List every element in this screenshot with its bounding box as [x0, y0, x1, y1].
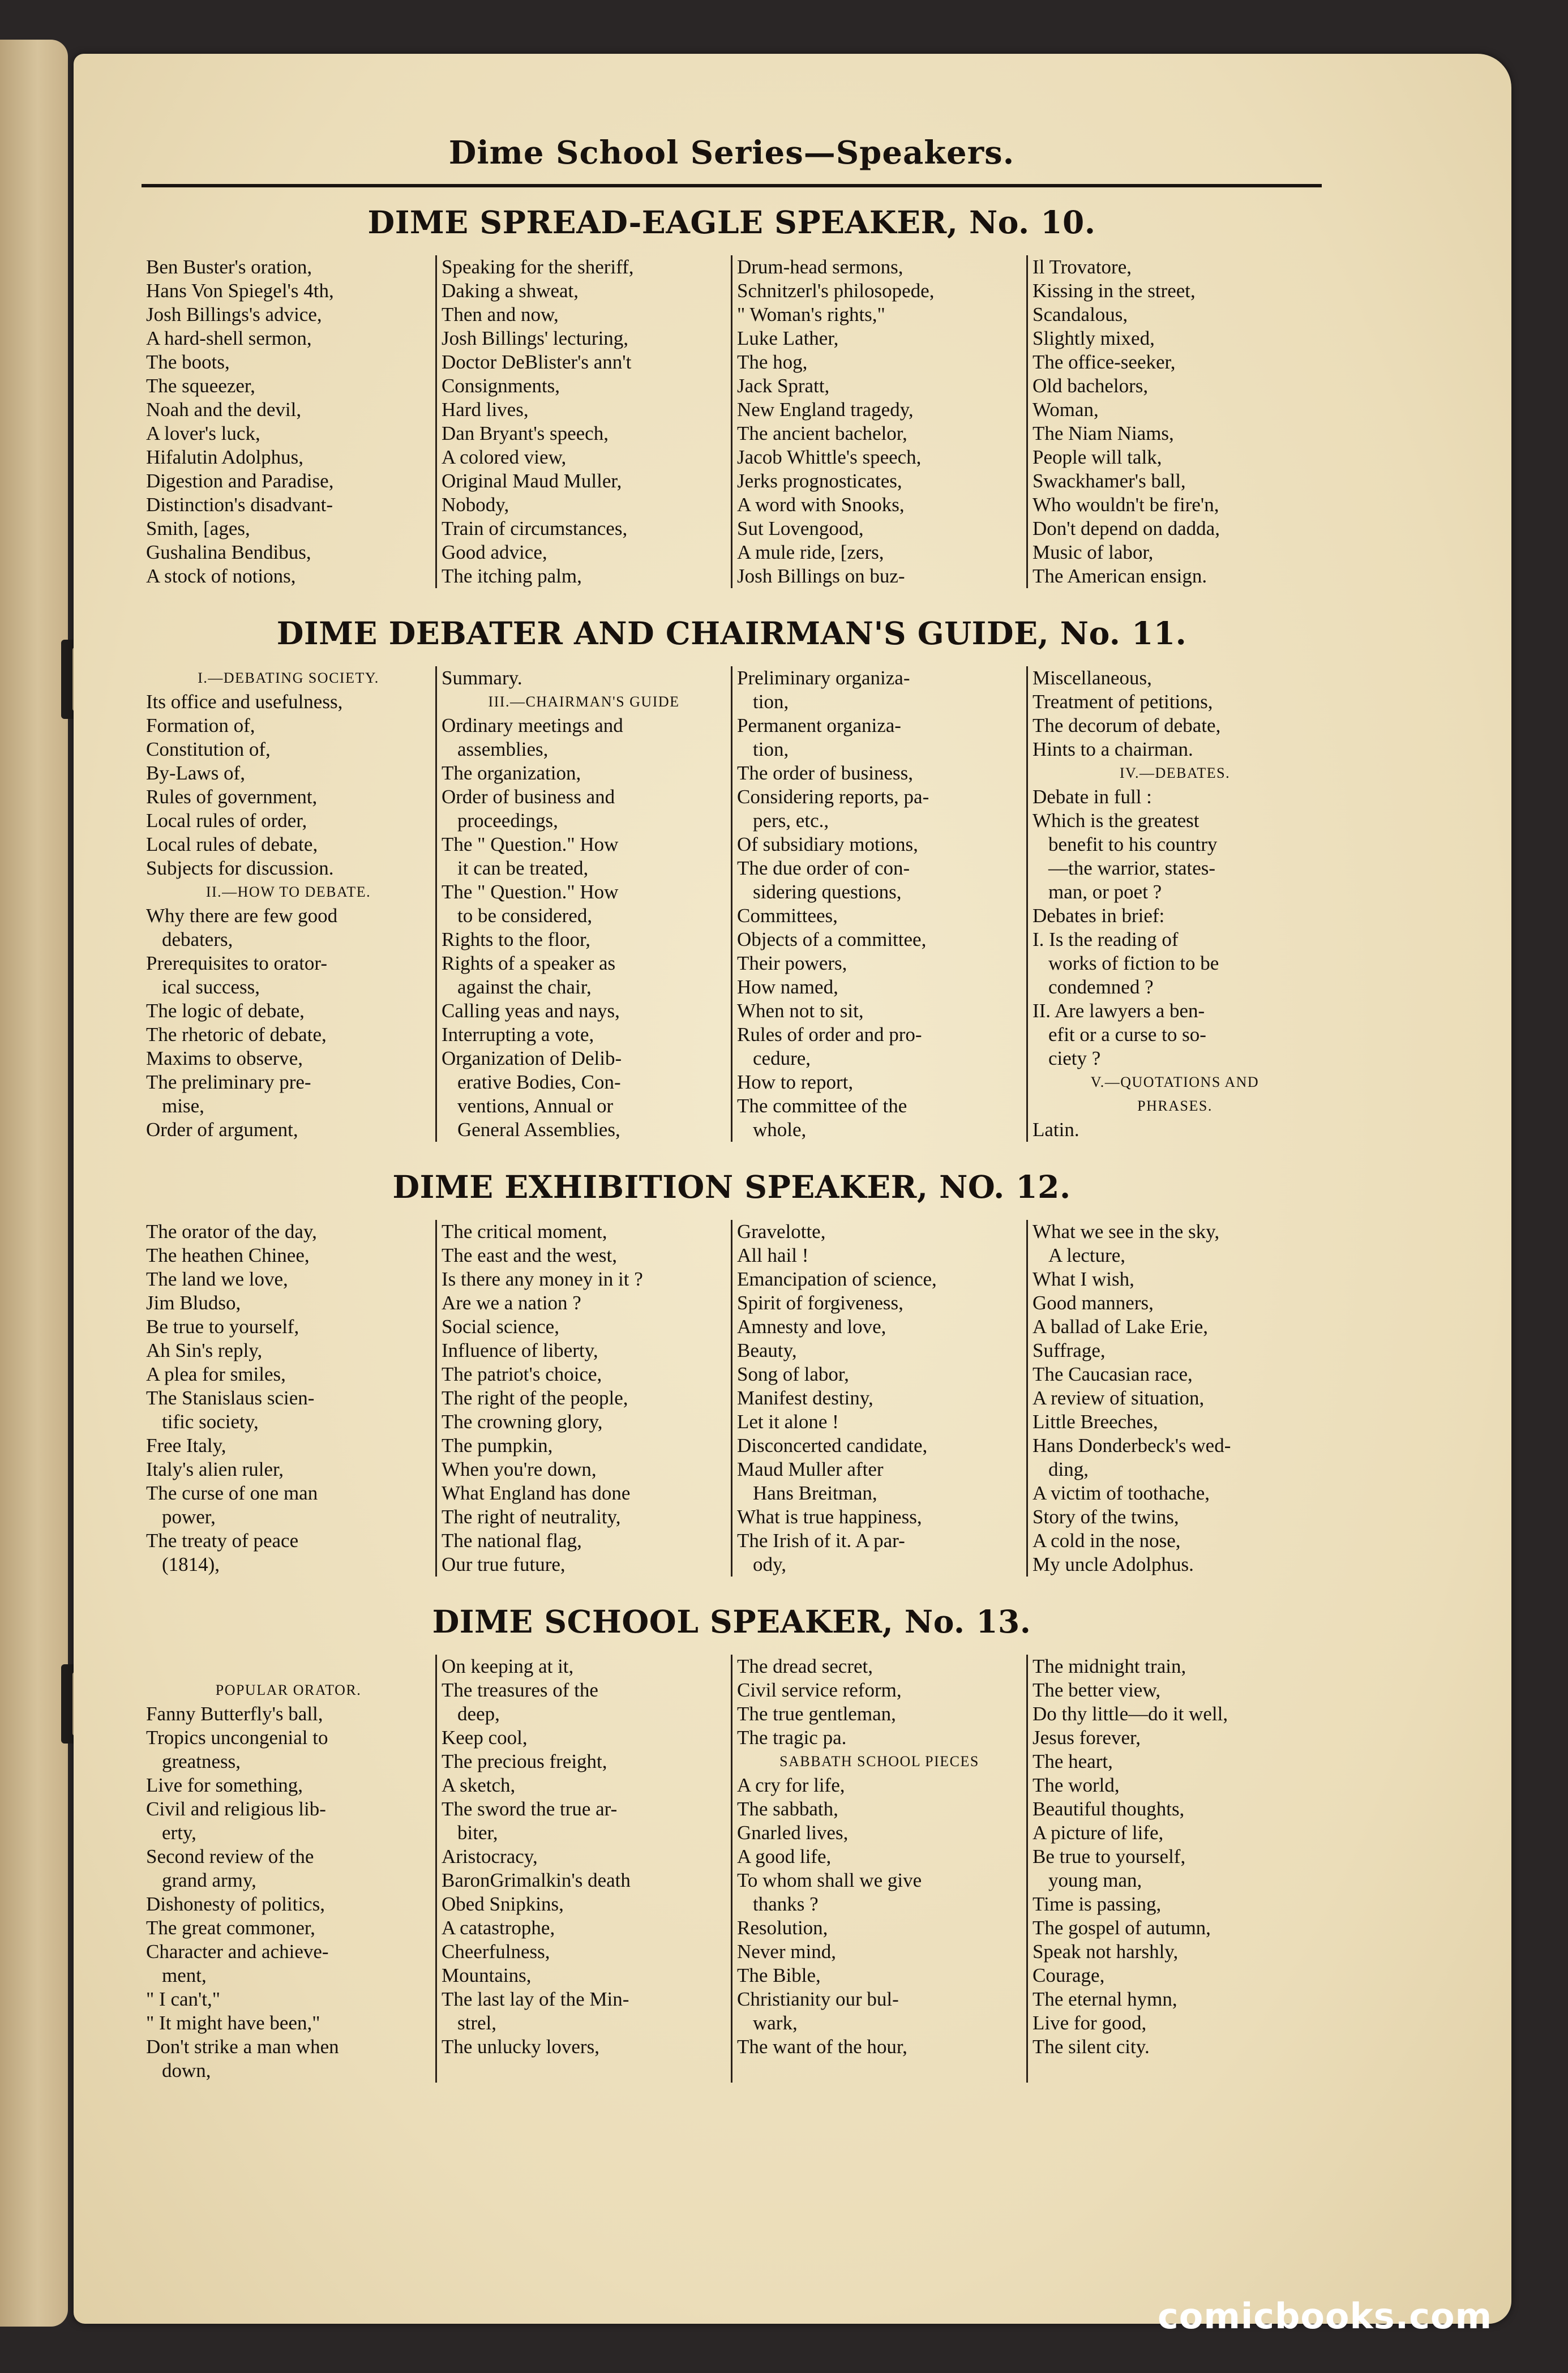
contents-entry: Maud Muller after [737, 1458, 884, 1480]
contents-entry: Miscellaneous, [1033, 667, 1152, 689]
contents-entry: Distinction's disadvant- [146, 494, 333, 516]
contents-entry: erative Bodies, Con- [457, 1071, 621, 1093]
catalog-section [142, 200, 1322, 588]
contents-entry: The hog, [737, 351, 808, 373]
contents-entry: Emancipation of science, [737, 1268, 937, 1290]
contents-entry: To whom shall we give [737, 1869, 922, 1891]
contents-entry: Then and now, [442, 303, 559, 325]
contents-entry: Is there any money in it ? [442, 1268, 643, 1290]
contents-entry: Debate in full : [1033, 786, 1152, 808]
contents-entry: Swackhamer's ball, [1033, 470, 1186, 492]
adjacent-page-edge [0, 40, 68, 2327]
contents-entry: Ah Sin's reply, [146, 1339, 263, 1361]
contents-entry: benefit to his country [1048, 833, 1218, 855]
contents-entry: Original Maud Muller, [442, 470, 622, 492]
contents-entry: Jacob Whittle's speech, [737, 446, 922, 468]
contents-entry: Schnitzerl's philosopede, [737, 280, 935, 302]
contents-entry: The silent city. [1033, 2036, 1150, 2058]
contents-entry: grand army, [162, 1869, 256, 1891]
contents-entry: Ben Buster's oration, [146, 256, 312, 278]
contents-entry: The gospel of autumn, [1033, 1917, 1211, 1939]
contents-entry: thanks ? [753, 1893, 819, 1915]
contents-entry: Mountains, [442, 1964, 532, 1986]
contents-entry: The want of the hour, [737, 2036, 907, 2058]
contents-entry: Il Trovatore, [1033, 256, 1132, 278]
contents-entry: The committee of the [737, 1095, 907, 1117]
contents-entry: A word with Snooks, [737, 494, 905, 516]
contents-entry: Music of labor, [1033, 541, 1154, 563]
contents-entry: The right of neutrality, [442, 1506, 621, 1528]
contents-entry: Jesus forever, [1033, 1727, 1141, 1749]
contents-entry: young man, [1048, 1869, 1142, 1891]
contents-entry: The precious freight, [442, 1750, 607, 1772]
contents-entry: Rights of a speaker as [442, 952, 616, 974]
contents-entry: Slightly mixed, [1033, 327, 1155, 349]
contents-entry: ding, [1048, 1458, 1089, 1480]
contents-entry: II.—HOW TO DEBATE. [205, 884, 371, 900]
contents-entry: Story of the twins, [1033, 1506, 1179, 1528]
contents-entry: The decorum of debate, [1033, 714, 1221, 736]
contents-entry: Hans Von Spiegel's 4th, [146, 280, 334, 302]
contents-entry: Keep cool, [442, 1727, 528, 1749]
contents-entry: Woman, [1033, 399, 1099, 421]
contents-entry: Social science, [442, 1316, 559, 1338]
contents-entry: Good manners, [1033, 1292, 1154, 1314]
contents-entry: Objects of a committee, [737, 928, 927, 950]
contents-column [435, 255, 731, 588]
contents-entry: Digestion and Paradise, [146, 470, 334, 492]
contents-entry: condemned ? [1048, 976, 1154, 998]
contents-entry: Free Italy, [146, 1434, 226, 1457]
contents-entry: POPULAR ORATOR. [215, 1682, 362, 1698]
contents-column [435, 666, 731, 1142]
contents-entry: Rights to the floor, [442, 928, 591, 950]
contents-entry: Christianity our bul- [737, 1988, 899, 2010]
contents-entry: What England has done [442, 1482, 631, 1504]
contents-entry: down, [162, 2059, 211, 2081]
contents-entry: A cry for life, [737, 1774, 845, 1796]
contents-entry: The organization, [442, 762, 581, 784]
contents-entry: Formation of, [146, 714, 255, 736]
contents-entry: General Assemblies, [457, 1119, 620, 1141]
catalog-section [142, 1164, 1322, 1577]
contents-entry: Of subsidiary motions, [737, 833, 918, 855]
contents-entry: Preliminary organiza- [737, 667, 910, 689]
catalog-section [142, 611, 1322, 1142]
contents-entry: I. Is the reading of [1033, 928, 1179, 950]
contents-entry: The logic of debate, [146, 1000, 305, 1022]
contents-entry: Cheerfulness, [442, 1941, 550, 1963]
contents-entry: Treatment of petitions, [1033, 691, 1213, 713]
contents-entry: strel, [457, 2012, 497, 2034]
contents-column [1026, 1655, 1322, 2083]
contents-entry: When not to sit, [737, 1000, 864, 1022]
contents-entry: ciety ? [1048, 1047, 1101, 1069]
contents-entry: Amnesty and love, [737, 1316, 886, 1338]
contents-entry: cedure, [753, 1047, 811, 1069]
contents-column [435, 1220, 731, 1577]
contents-entry: The Niam Niams, [1033, 422, 1174, 444]
contents-entry: The " Question." How [442, 833, 619, 855]
contents-entry: Resolution, [737, 1917, 828, 1939]
contents-entry: tific society, [162, 1411, 259, 1433]
contents-entry: Disconcerted candidate, [737, 1434, 928, 1457]
contents-entry: Jack Spratt, [737, 375, 830, 397]
contents-entry: Fanny Butterfly's ball, [146, 1703, 323, 1725]
contents-column [142, 1220, 435, 1577]
contents-entry: The Bible, [737, 1964, 821, 1986]
contents-entry: When you're down, [442, 1458, 597, 1480]
contents-entry: Hans Donderbeck's wed- [1033, 1434, 1231, 1457]
contents-entry: IV.—DEBATES. [1119, 765, 1231, 781]
contents-entry: My uncle Adolphus. [1033, 1553, 1194, 1575]
contents-entry: Dan Bryant's speech, [442, 422, 609, 444]
contents-entry: Calling yeas and nays, [442, 1000, 620, 1022]
contents-entry: Good advice, [442, 541, 547, 563]
contents-entry: The curse of one man [146, 1482, 318, 1504]
contents-entry: tion, [753, 738, 789, 760]
contents-entry: Daking a shweat, [442, 280, 579, 302]
contents-entry: Ordinary meetings and [442, 714, 623, 736]
contents-entry: Luke Lather, [737, 327, 839, 349]
contents-entry: On keeping at it, [442, 1655, 574, 1677]
contents-entry: Live for good, [1033, 2012, 1147, 2034]
contents-entry: A ballad of Lake Erie, [1033, 1316, 1209, 1338]
contents-entry: Song of labor, [737, 1363, 849, 1385]
contents-entry: Rules of order and pro- [737, 1023, 922, 1046]
page-content [142, 122, 1322, 2083]
contents-column [731, 1655, 1026, 2083]
contents-entry: Gushalina Bendibus, [146, 541, 311, 563]
contents-entry: Interrupting a vote, [442, 1023, 594, 1046]
section-title: DIME SPREAD-EAGLE SPEAKER, No. 10. [367, 204, 1096, 241]
contents-entry: A cold in the nose, [1033, 1530, 1181, 1552]
contents-entry: Their powers, [737, 952, 847, 974]
contents-entry: Summary. [442, 667, 522, 689]
contents-entry: Local rules of debate, [146, 833, 318, 855]
contents-entry: deep, [457, 1703, 500, 1725]
contents-entry: Maxims to observe, [146, 1047, 303, 1069]
contents-entry: " It might have been," [146, 2012, 320, 2034]
contents-entry: All hail ! [737, 1244, 809, 1266]
contents-entry: What I wish, [1033, 1268, 1134, 1290]
contents-entry: A plea for smiles, [146, 1363, 286, 1385]
contents-entry: Noah and the devil, [146, 399, 302, 421]
contents-entry: Jim Bludso, [146, 1292, 241, 1314]
contents-entry: Considering reports, pa- [737, 786, 929, 808]
contents-entry: Jerks prognosticates, [737, 470, 902, 492]
contents-entry: Consignments, [442, 375, 560, 397]
contents-entry: The true gentleman, [737, 1703, 896, 1725]
contents-entry: The right of the people, [442, 1387, 628, 1409]
contents-entry: tion, [753, 691, 789, 713]
contents-column [731, 1220, 1026, 1577]
contents-entry: Courage, [1033, 1964, 1105, 1986]
contents-entry: Latin. [1033, 1119, 1079, 1141]
contents-column [731, 666, 1026, 1142]
contents-entry: A hard-shell sermon, [146, 327, 312, 349]
contents-entry: Josh Billings on buz- [737, 565, 905, 587]
contents-entry: Constitution of, [146, 738, 271, 760]
contents-entry: People will talk, [1033, 446, 1162, 468]
contents-entry: The national flag, [442, 1530, 582, 1552]
contents-entry: Hans Breitman, [753, 1482, 877, 1504]
section-columns [142, 1655, 1322, 2083]
contents-entry: The Irish of it. A par- [737, 1530, 905, 1552]
contents-entry: The eternal hymn, [1033, 1988, 1177, 2010]
contents-entry: greatness, [162, 1750, 241, 1772]
contents-entry: mise, [162, 1095, 204, 1117]
contents-entry: Hifalutin Adolphus, [146, 446, 304, 468]
section-columns [142, 666, 1322, 1142]
running-head: Dime School Series—Speakers. [142, 122, 1322, 187]
contents-entry: The itching palm, [442, 565, 582, 587]
contents-entry: A colored view, [442, 446, 567, 468]
contents-entry: Local rules of order, [146, 809, 307, 832]
contents-entry: The Stanislaus scien- [146, 1387, 315, 1409]
contents-entry: The better view, [1033, 1679, 1161, 1701]
contents-entry: Hints to a chairman. [1033, 738, 1193, 760]
contents-entry: Sut Lovengood, [737, 517, 864, 539]
contents-entry: Are we a nation ? [442, 1292, 581, 1314]
contents-column [1026, 666, 1322, 1142]
contents-entry: Committees, [737, 905, 838, 927]
contents-entry: Italy's alien ruler, [146, 1458, 284, 1480]
contents-entry: against the chair, [457, 976, 592, 998]
contents-entry: Be true to yourself, [1033, 1845, 1186, 1867]
contents-entry: By-Laws of, [146, 762, 245, 784]
contents-entry: Train of circumstances, [442, 517, 628, 539]
section-title: DIME SCHOOL SPEAKER, No. 13. [432, 1603, 1031, 1640]
contents-entry: What we see in the sky, [1033, 1220, 1220, 1243]
contents-entry: Character and achieve- [146, 1941, 329, 1963]
contents-entry: Spirit of forgiveness, [737, 1292, 903, 1314]
contents-entry: Drum-head sermons, [737, 256, 903, 278]
catalog-section [142, 1599, 1322, 2083]
contents-entry: whole, [753, 1119, 807, 1141]
contents-entry: What is true happiness, [737, 1506, 922, 1528]
contents-entry: Smith, [ages, [146, 517, 250, 539]
contents-entry: Hard lives, [442, 399, 529, 421]
contents-entry: Let it alone ! [737, 1411, 839, 1433]
contents-entry: Our true future, [442, 1553, 565, 1575]
contents-entry: The unlucky lovers, [442, 2036, 599, 2058]
contents-entry: Tropics uncongenial to [146, 1727, 328, 1749]
contents-column [142, 666, 435, 1142]
contents-entry: proceedings, [457, 809, 558, 832]
contents-entry: Second review of the [146, 1845, 314, 1867]
contents-entry: SABBATH SCHOOL PIECES [779, 1753, 979, 1770]
contents-entry: ventions, Annual or [457, 1095, 614, 1117]
contents-entry: Beautiful thoughts, [1033, 1798, 1185, 1820]
contents-entry: Who wouldn't be fire'n, [1033, 494, 1219, 516]
contents-entry: A picture of life, [1033, 1822, 1164, 1844]
contents-entry: The preliminary pre- [146, 1071, 311, 1093]
contents-entry: Live for something, [146, 1774, 303, 1796]
contents-entry: The dread secret, [737, 1655, 873, 1677]
contents-entry: The order of business, [737, 762, 914, 784]
contents-entry: The heart, [1033, 1750, 1113, 1772]
contents-entry: The land we love, [146, 1268, 288, 1290]
contents-entry: Which is the greatest [1033, 809, 1199, 832]
contents-entry: sidering questions, [753, 881, 902, 903]
contents-entry: Don't depend on dadda, [1033, 517, 1220, 539]
contents-entry: Scandalous, [1033, 303, 1128, 325]
contents-entry: —the warrior, states- [1048, 857, 1216, 879]
contents-entry: The American ensign. [1033, 565, 1207, 587]
contents-entry: Aristocracy, [442, 1845, 538, 1867]
contents-entry: A mule ride, [zers, [737, 541, 884, 563]
contents-entry: assemblies, [457, 738, 549, 760]
contents-entry: Josh Billings' lecturing, [442, 327, 629, 349]
contents-entry: ody, [753, 1553, 786, 1575]
contents-entry: Doctor DeBlister's ann't [442, 351, 632, 373]
contents-entry: The sword the true ar- [442, 1798, 618, 1820]
contents-entry: A lover's luck, [146, 422, 260, 444]
contents-entry: The crowning glory, [442, 1411, 603, 1433]
contents-entry: it can be treated, [457, 857, 589, 879]
contents-entry: The tragic pa. [737, 1727, 847, 1749]
contents-entry: A lecture, [1048, 1244, 1126, 1266]
contents-entry: man, or poet ? [1048, 881, 1162, 903]
contents-entry: How named, [737, 976, 838, 998]
contents-column [142, 255, 435, 588]
contents-entry: The ancient bachelor, [737, 422, 907, 444]
contents-entry: The pumpkin, [442, 1434, 553, 1457]
contents-entry: works of fiction to be [1048, 952, 1219, 974]
contents-entry: Be true to yourself, [146, 1316, 299, 1338]
contents-entry: The orator of the day, [146, 1220, 317, 1243]
contents-entry: erty, [162, 1822, 196, 1844]
contents-entry: Don't strike a man when [146, 2036, 339, 2058]
contents-entry: Order of argument, [146, 1119, 298, 1141]
contents-entry: Order of business and [442, 786, 615, 808]
contents-entry: The treaty of peace [146, 1530, 299, 1552]
contents-entry: The patriot's choice, [442, 1363, 602, 1385]
contents-entry: The world, [1033, 1774, 1120, 1796]
contents-entry: Little Breeches, [1033, 1411, 1158, 1433]
contents-entry: The midnight train, [1033, 1655, 1186, 1677]
contents-entry: (1814), [162, 1553, 220, 1575]
contents-entry: Debates in brief: [1033, 905, 1165, 927]
contents-entry: debaters, [162, 928, 233, 950]
contents-column [142, 1655, 435, 2083]
contents-entry: wark, [753, 2012, 798, 2034]
contents-column [1026, 255, 1322, 588]
contents-entry: power, [162, 1506, 216, 1528]
contents-entry: The last lay of the Min- [442, 1988, 629, 2010]
contents-entry: A stock of notions, [146, 565, 296, 587]
contents-entry: The " Question." How [442, 881, 619, 903]
contents-column [435, 1655, 731, 2083]
contents-entry: Never mind, [737, 1941, 836, 1963]
contents-entry: The treasures of the [442, 1679, 598, 1701]
contents-entry: The rhetoric of debate, [146, 1023, 327, 1046]
contents-entry: The critical moment, [442, 1220, 607, 1243]
contents-entry: A good life, [737, 1845, 832, 1867]
contents-column [731, 255, 1026, 588]
watermark: comicbooks.com [1158, 2295, 1493, 2337]
contents-entry: Do thy little—do it well, [1033, 1703, 1228, 1725]
contents-entry: The heathen Chinee, [146, 1244, 310, 1266]
contents-entry: Speak not harshly, [1033, 1941, 1179, 1963]
contents-entry: Subjects for discussion. [146, 857, 334, 879]
contents-entry: Gravelotte, [737, 1220, 826, 1243]
contents-entry: Rules of government, [146, 786, 318, 808]
section-columns [142, 1220, 1322, 1577]
catalog-sections [142, 200, 1322, 2083]
contents-entry: Obed Snipkins, [442, 1893, 564, 1915]
contents-entry: New England tragedy, [737, 399, 914, 421]
contents-entry: The office-seeker, [1033, 351, 1176, 373]
contents-entry: I.—DEBATING SOCIETY. [198, 670, 379, 686]
contents-entry: The sabbath, [737, 1798, 838, 1820]
contents-entry: Why there are few good [146, 905, 338, 927]
contents-entry: A catastrophe, [442, 1917, 555, 1939]
contents-entry: The squeezer, [146, 375, 255, 397]
section-title: DIME EXHIBITION SPEAKER, NO. 12. [392, 1168, 1071, 1205]
contents-entry: Kissing in the street, [1033, 280, 1196, 302]
contents-entry: " Woman's rights," [737, 303, 885, 325]
contents-entry: The east and the west, [442, 1244, 618, 1266]
contents-entry: Beauty, [737, 1339, 797, 1361]
contents-entry: II. Are lawyers a ben- [1033, 1000, 1205, 1022]
contents-entry: The great commoner, [146, 1917, 315, 1939]
contents-entry: Influence of liberty, [442, 1339, 598, 1361]
contents-entry: ment, [162, 1964, 207, 1986]
contents-entry: PHRASES. [1137, 1098, 1213, 1114]
contents-entry: Josh Billings's advice, [146, 303, 322, 325]
contents-entry: " I can't," [146, 1988, 221, 2010]
contents-entry: Speaking for the sheriff, [442, 256, 634, 278]
contents-entry: Prerequisites to orator- [146, 952, 328, 974]
contents-entry [146, 1655, 431, 1678]
contents-entry: The boots, [146, 351, 230, 373]
contents-entry: Organization of Delib- [442, 1047, 622, 1069]
section-columns [142, 255, 1322, 588]
contents-entry: Its office and usefulness, [146, 691, 343, 713]
contents-entry: How to report, [737, 1071, 854, 1093]
contents-entry: Time is passing, [1033, 1893, 1162, 1915]
contents-entry: efit or a curse to so- [1048, 1023, 1206, 1046]
contents-entry: A victim of toothache, [1033, 1482, 1210, 1504]
contents-entry: ical success, [162, 976, 260, 998]
contents-entry: Civil and religious lib- [146, 1798, 326, 1820]
section-title: DIME DEBATER AND CHAIRMAN'S GUIDE, No. 11. [276, 615, 1187, 652]
contents-column [1026, 1220, 1322, 1577]
contents-entry: biter, [457, 1822, 498, 1844]
contents-entry: A review of situation, [1033, 1387, 1205, 1409]
contents-entry: Old bachelors, [1033, 375, 1149, 397]
contents-entry: to be considered, [457, 905, 593, 927]
contents-entry: The Caucasian race, [1033, 1363, 1193, 1385]
contents-entry: pers, etc., [753, 809, 829, 832]
contents-entry: Civil service reform, [737, 1679, 902, 1701]
contents-entry: Gnarled lives, [737, 1822, 849, 1844]
contents-entry: Suffrage, [1033, 1339, 1106, 1361]
contents-entry: V.—QUOTATIONS AND [1090, 1074, 1259, 1090]
contents-entry: Nobody, [442, 494, 509, 516]
contents-entry: III.—CHAIRMAN'S GUIDE [488, 693, 680, 710]
contents-entry: BaronGrimalkin's death [442, 1869, 631, 1891]
contents-entry: Manifest destiny, [737, 1387, 873, 1409]
contents-entry: Dishonesty of politics, [146, 1893, 325, 1915]
contents-entry: The due order of con- [737, 857, 910, 879]
contents-entry: Permanent organiza- [737, 714, 901, 736]
contents-entry: A sketch, [442, 1774, 516, 1796]
